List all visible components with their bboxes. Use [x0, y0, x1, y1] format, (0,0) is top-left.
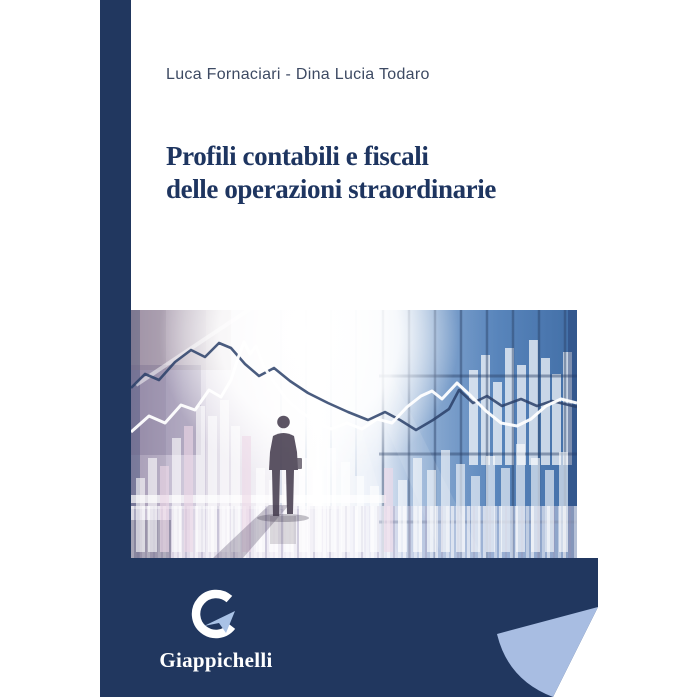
- chart-bar: [148, 458, 157, 552]
- chart-bar: [160, 466, 169, 552]
- chart-bar: [136, 478, 145, 552]
- publisher-logo-block: [154, 588, 278, 673]
- chart-bar: [501, 468, 510, 552]
- chart-bar: [486, 456, 495, 552]
- cover-photo: [131, 310, 577, 558]
- chart-bar: [531, 458, 540, 552]
- title-line-2: delle operazioni straordinarie: [166, 174, 496, 204]
- chart-bar: [413, 458, 422, 552]
- chart-bar: [552, 374, 561, 465]
- chart-bar: [172, 438, 181, 552]
- chart-bar: [471, 476, 480, 552]
- chart-bar: [398, 480, 407, 552]
- chart-bar: [370, 486, 379, 552]
- chart-bar: [231, 426, 240, 552]
- chart-bar: [196, 406, 205, 552]
- chart-bar: [559, 452, 568, 552]
- chart-bar: [541, 358, 550, 465]
- title-line-1: Profili contabili e fiscali: [166, 141, 429, 171]
- chart-bar: [441, 450, 450, 552]
- g-logo-icon: [160, 588, 272, 644]
- chart-bar: [341, 462, 350, 552]
- chart-bar: [299, 458, 308, 552]
- chart-bar: [184, 426, 193, 552]
- chart-bar: [313, 470, 322, 552]
- chart-bar: [220, 400, 229, 552]
- chart-bar: [516, 444, 525, 552]
- chart-bar: [427, 470, 436, 552]
- author-line: Luca Fornaciari - Dina Lucia Todaro: [166, 66, 430, 83]
- book-title: [166, 140, 496, 206]
- publisher-name: Giappichelli: [159, 648, 273, 672]
- chart-bar: [208, 416, 217, 552]
- chart-bar: [327, 448, 336, 552]
- chart-bar: [456, 464, 465, 552]
- chart-bar: [355, 476, 364, 552]
- chart-bar: [384, 468, 393, 552]
- chart-bar: [545, 470, 554, 552]
- chart-bar: [469, 370, 478, 465]
